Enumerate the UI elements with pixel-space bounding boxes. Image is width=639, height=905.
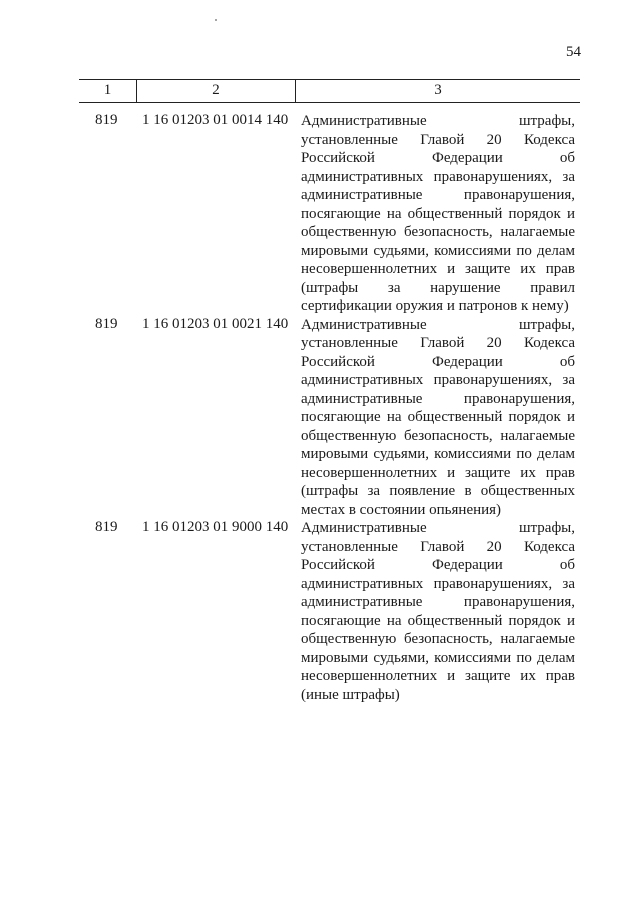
description-line: Административные штрафы, xyxy=(301,316,575,333)
description-line: (иные штрафы) xyxy=(301,686,400,703)
description-line: административные правонарушения, xyxy=(301,594,575,610)
description-line: общественную безопасность, налагаемые xyxy=(301,631,575,647)
description-line: установленные Главой 20 Кодекса xyxy=(301,131,575,148)
header-col-3: 3 xyxy=(434,82,442,98)
table-body xyxy=(0,112,639,704)
description-line: посягающие на общественный порядок и xyxy=(301,205,575,222)
description-line: административные правонарушения, xyxy=(301,187,575,203)
description-cell xyxy=(301,316,575,520)
table-row xyxy=(0,519,639,704)
description-line: административных правонарушениях, за xyxy=(301,372,575,388)
description-line: административных правонарушениях, за xyxy=(301,168,575,185)
table-header xyxy=(79,79,580,103)
description-line: Административные штрафы, xyxy=(301,520,575,536)
description-line: посягающие на общественный порядок и xyxy=(301,409,575,425)
table-row xyxy=(0,316,639,520)
description-line: административных правонарушениях, за xyxy=(301,575,575,592)
description-line: установленные Главой 20 Кодекса xyxy=(301,335,575,351)
description-line: Российской Федерации об xyxy=(301,557,575,573)
page-number: 54 xyxy=(566,44,581,60)
scan-speck xyxy=(215,19,217,21)
description-line: местах в состоянии опьянения) xyxy=(301,501,502,518)
budget-code-cell: 1 16 01203 01 0014 140 xyxy=(142,112,289,128)
description-line: сертификации оружия и патронов к нему) xyxy=(301,298,569,314)
header-col-2: 2 xyxy=(212,82,220,98)
admin-code-cell: 819 xyxy=(95,519,118,535)
admin-code-cell: 819 xyxy=(95,315,118,332)
description-line: посягающие на общественный порядок и xyxy=(301,612,575,629)
admin-code-cell: 819 xyxy=(95,112,118,128)
description-cell xyxy=(301,519,575,704)
description-line: (штрафы за появление в общественных xyxy=(301,483,575,499)
description-line: (штрафы за нарушение правил xyxy=(301,279,575,296)
description-line: административные правонарушения, xyxy=(301,390,575,407)
description-cell xyxy=(301,112,575,316)
budget-code-cell: 1 16 01203 01 9000 140 xyxy=(142,519,289,535)
description-line: общественную безопасность, налагаемые xyxy=(301,224,575,240)
description-line: Административные штрафы, xyxy=(301,113,575,129)
description-line: мировыми судьями, комиссиями по делам xyxy=(301,649,575,666)
table-row xyxy=(0,112,639,316)
description-line: несовершеннолетних и защите их прав xyxy=(301,668,575,684)
description-line: установленные Главой 20 Кодекса xyxy=(301,538,575,555)
description-line: Российской Федерации об xyxy=(301,353,575,370)
description-line: Российской Федерации об xyxy=(301,150,575,166)
description-line: общественную безопасность, налагаемые xyxy=(301,427,575,444)
description-line: несовершеннолетних и защите их прав xyxy=(301,464,575,481)
description-line: несовершеннолетних и защите их прав xyxy=(301,261,575,277)
description-line: мировыми судьями, комиссиями по делам xyxy=(301,242,575,259)
budget-code-cell: 1 16 01203 01 0021 140 xyxy=(142,315,289,332)
description-line: мировыми судьями, комиссиями по делам xyxy=(301,446,575,462)
header-col-1: 1 xyxy=(103,82,112,98)
